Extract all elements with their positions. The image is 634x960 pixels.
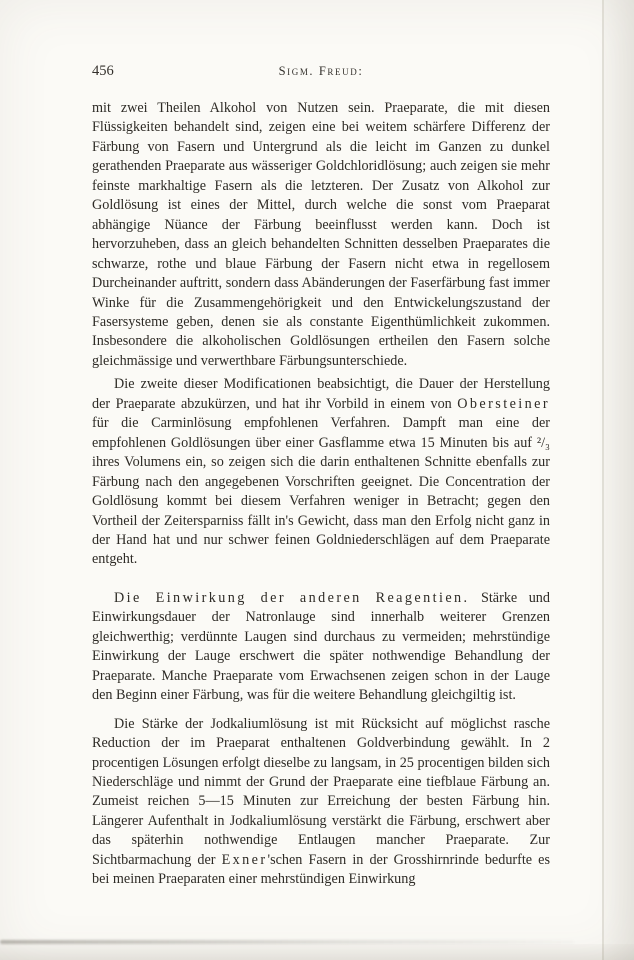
text-run: Stärke und Einwirkungsdauer der Natronlauge sind innerhalb weiterer Grenzen gleichwerthig; verdünnte Laugen sind durchaus zu vermeiden; mehrstündige Einwirkung der Lauge erschwert die später nothwendige Behandlung der Praeparate. Manche Praeparate vom Erwachsenen zeigen schon in der Lauge den Beginn einer Färbung, was für die weitere Behandlung gleichgiltig ist. (92, 589, 550, 704)
emphasized-name-run: Die Einwirkung der anderen Reagentien. (114, 589, 470, 606)
text-run: mit zwei Theilen Alkohol von Nutzen sein. Praeparate, die mit diesen Flüssigkeiten behandelt sind, zeigen eine bei weitem schärfere Differenz der Färbung von Fasern und Untergrund als die leicht im Ganzen zu dunkel gerathenden Praeparate aus wässeriger Goldchloridlösung; auch zeigen sie mehr feinste markhaltige Fasern als die letzteren. Der Zusatz von Alkohol zur Goldlösung ist eines der Mittel, durch welche die sonst vom Praeparat abhängige Nüance der Färbung beeinflusst werden kann. Doch ist hervorzuheben, dass an gleich behandelten Schnitten desselben Praeparates die schwarze, rothe und blaue Färbung der Fasern nicht etwa in regellosem Durcheinander auftritt, sondern dass Abänderungen der Faserfärbung fast immer Winke für die Zusammengehörigkeit und den Entwickelungszustand der Fasersysteme geben, denen sie als constante Eigenthümlichkeit zukommen. Insbesondere die alkoholischen Goldlösungen ertheilen den Fasern solche gleichmässige und verwerthbare Färbungsunterschiede. (92, 100, 550, 369)
page-number: 456 (92, 63, 114, 79)
scan-bottom-shade (0, 944, 634, 960)
text-run: 'schen Fasern in der Grosshirnrinde bedurfte es bei meinen Praeparaten einer mehrstündigen Einwirkung (92, 851, 551, 888)
emphasized-name-run: Obersteiner (457, 395, 550, 412)
text-run: für die Carminlösung empfohlenen Verfahren. Dampft man eine der empfohlenen Goldlösungen über einer Gasflamme etwa 15 Minuten bis auf ²/₃ ihres Volumens ein, so zeigen sich die darin enthaltenen Schnitte ebenfalls zur Färbung nach den angegebenen Vorschriften geeignet. Die Concentration der Goldlösung kommt bei diesem Verfahren weniger in Betracht; gegen den Vortheil der Zeitersparniss fällt in's Gewicht, dass man den Erfolg nicht ganz in der Hand hat und nur schwer feinen Goldniederschlägen auf dem Praeparate entgeht. (92, 415, 550, 568)
paragraph (92, 99, 550, 371)
text-run: Die zweite dieser Modificationen beabsichtigt, die Dauer der Herstellung der Praeparate abzukürzen, und hat ihr Vorbild in einem von (92, 376, 550, 412)
paragraph (92, 375, 550, 570)
scan-right-line (602, 0, 604, 960)
paragraph (92, 715, 550, 890)
body-text (92, 99, 550, 890)
text-run: Die Stärke der Jodkaliumlösung ist mit Rücksicht auf möglichst rasche Reduction der im Praeparat enthaltenen Goldverbindung gewählt. In 2 procentigen Lösungen erfolgt dieselbe zu langsam, in 25 procentigen bilden sich Niederschläge und nimmt der Grund der Praeparate eine tiefblaue Färbung an. Zumeist reichen 5—15 Minuten zur Erreichung der besten Färbung hin. Längerer Aufenthalt in Jodkaliumlösung verstärkt die Färbung, erschwert aber das späterhin nothwendige Entlaugen mancher Praeparate. Zur Sichtbarmachung der (92, 715, 550, 868)
running-head: Sigm. Freud: (278, 64, 364, 78)
page-header (92, 63, 550, 83)
scan-right-shade (604, 0, 634, 960)
paragraph (92, 589, 550, 706)
emphasized-name-run: Exner (221, 851, 268, 868)
